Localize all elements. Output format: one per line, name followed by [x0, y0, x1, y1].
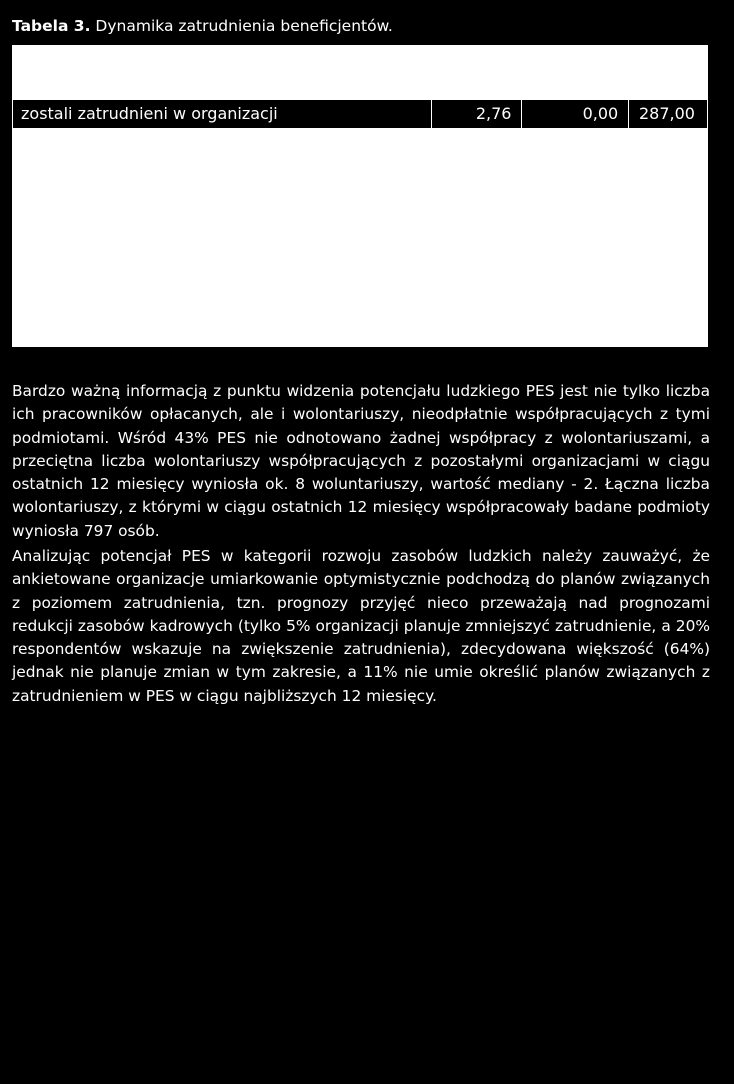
- table-number: Tabela 3.: [12, 17, 91, 35]
- paragraph-volunteers: Bardzo ważną informacją z punktu widzenia potencjału ludzkiego PES jest nie tylko liczba ich pracowników opłacanych, ale i wolontariuszy, nieodpłatnie współpracujących z tymi podmiotami. Wśród 43% PES nie odnotowano żadnej współpracy z wolontariuszami, a przeciętna liczba wolontariuszy współpracujących z pozostałymi organizacjami w ciągu ostatnich 12 miesięcy wyniosła ok. 8 woluntariuszy, wartość mediany - 2. Łączna liczba wolontariuszy, z którymi w ciągu ostatnich 12 miesięcy współpracowały badane podmioty wyniosła 797 osób.: [12, 382, 710, 540]
- table-row: [13, 100, 707, 128]
- table-caption: [12, 16, 393, 36]
- row-value-1: 2,76: [431, 100, 522, 128]
- table-header-area: [13, 46, 707, 100]
- employment-table: [12, 45, 708, 347]
- table-body-area: [13, 128, 707, 346]
- paragraph-employment-plans: Analizując potencjał PES w kategorii rozwoju zasobów ludzkich należy zauważyć, że ankietowane organizacje umiarkowanie optymistycznie podchodzą do planów związanych z poziomem zatrudnienia, tzn. prognozy przyjęć nieco przeważają nad prognozami redukcji zasobów kadrowych (tylko 5% organizacji planuje zmniejszyć zatrudnienie, a 20% respondentów wskazuje na zwiększenie zatrudnienia), zdecydowana większość (64%) jednak nie planuje zmian w tym zakresie, a 11% nie umie określić planów związanych z zatrudnieniem w PES w ciągu najbliższych 12 miesięcy.: [12, 547, 710, 705]
- row-label: zostali zatrudnieni w organizacji: [21, 104, 278, 123]
- table-title: Dynamika zatrudnienia beneficjentów.: [95, 17, 393, 35]
- row-value-3: 287,00: [628, 100, 707, 128]
- row-value-2: 0,00: [521, 100, 628, 128]
